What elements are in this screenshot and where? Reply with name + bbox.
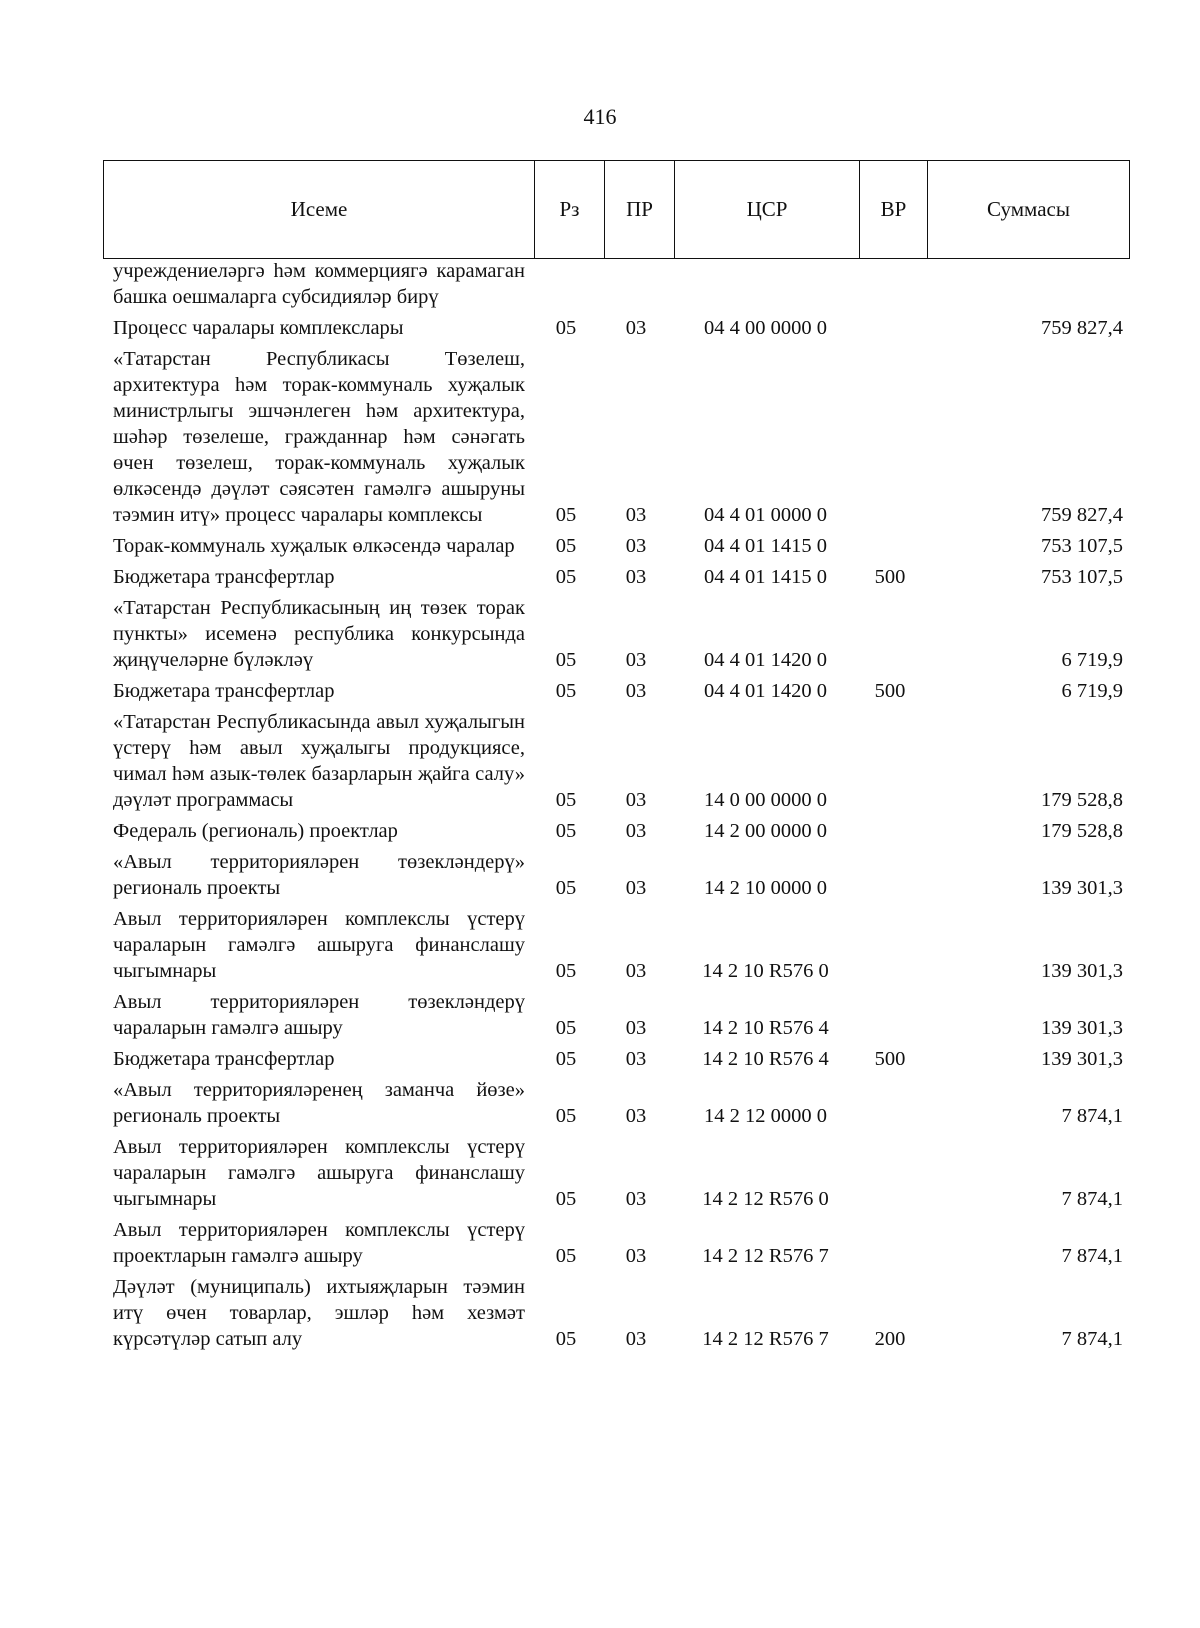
row-pr: 03 <box>625 317 647 339</box>
row-name: Бюджетара трансфертлар <box>113 1048 335 1070</box>
row-rz: 05 <box>555 1017 577 1039</box>
row-rz: 05 <box>555 566 577 588</box>
row-pr: 03 <box>625 960 647 982</box>
row-sum: 753 107,5 <box>1041 535 1123 557</box>
header-pr: ПР <box>605 161 675 258</box>
table-row <box>113 709 1125 813</box>
row-pr: 03 <box>625 1017 647 1039</box>
row-csr: 14 2 10 0000 0 <box>704 877 827 899</box>
row-name: Авыл территорияләрен комплекслы үстерү чараларын гамәлгә ашыруга финанслашу чыгымнары <box>113 1136 525 1210</box>
header-sum: Суммасы <box>987 197 1070 221</box>
row-sum: 753 107,5 <box>1041 566 1123 588</box>
row-sum: 139 301,3 <box>1041 1017 1123 1039</box>
row-vr: 200 <box>874 1328 906 1350</box>
row-csr: 14 2 12 0000 0 <box>704 1105 827 1127</box>
row-pr: 03 <box>625 649 647 671</box>
table-row <box>113 1134 1125 1212</box>
header-rz: Рз <box>535 161 605 258</box>
row-sum: 139 301,3 <box>1041 960 1123 982</box>
row-pr: 03 <box>625 680 647 702</box>
row-csr: 04 4 01 1420 0 <box>704 680 827 702</box>
row-csr: 14 2 10 R576 4 <box>702 1048 829 1070</box>
row-rz: 05 <box>555 1105 577 1127</box>
row-sum: 139 301,3 <box>1041 877 1123 899</box>
row-sum: 759 827,4 <box>1041 504 1123 526</box>
row-sum: 179 528,8 <box>1041 820 1123 842</box>
row-sum: 7 874,1 <box>1061 1188 1123 1210</box>
row-pr: 03 <box>625 1105 647 1127</box>
table-row <box>113 1046 1125 1072</box>
table-row <box>113 595 1125 673</box>
row-rz: 05 <box>555 789 577 811</box>
row-vr: 500 <box>874 1048 906 1070</box>
row-name: «Авыл территорияләрен төзекләндерү» региональ проекты <box>113 851 525 899</box>
table-row <box>113 989 1125 1041</box>
row-name: «Татарстан Республикасының иң төзек торак пункты» исеменә республика конкурсында җиңүчеләрне бүләкләү <box>113 597 525 671</box>
table-row <box>113 533 1125 559</box>
page-number: 416 <box>583 104 617 129</box>
row-csr: 04 4 01 1420 0 <box>704 649 827 671</box>
row-name: Бюджетара трансфертлар <box>113 680 335 702</box>
table-row <box>113 315 1125 341</box>
row-vr: 500 <box>874 566 906 588</box>
table-row <box>113 1274 1125 1352</box>
row-csr: 14 2 12 R576 7 <box>702 1328 829 1350</box>
table-row <box>113 678 1125 704</box>
table-row <box>113 906 1125 984</box>
row-name: Торак-коммуналь хуҗалык өлкәсендә чаралар <box>113 535 515 557</box>
row-sum: 139 301,3 <box>1041 1048 1123 1070</box>
header-name: Исеме <box>104 161 535 258</box>
table-row <box>113 1077 1125 1129</box>
row-pr: 03 <box>625 1048 647 1070</box>
row-rz: 05 <box>555 317 577 339</box>
row-sum: 7 874,1 <box>1061 1105 1123 1127</box>
row-pr: 03 <box>625 877 647 899</box>
row-sum: 6 719,9 <box>1061 680 1123 702</box>
row-name: «Татарстан Республикасында авыл хуҗалыгын үстерү һәм авыл хуҗалыгы продукциясе, чимал һәм азык-төлек базарларын җайга салу» дәүләт программасы <box>113 711 525 811</box>
row-rz: 05 <box>555 877 577 899</box>
row-pr: 03 <box>625 535 647 557</box>
header-csr: ЦСР <box>675 161 860 258</box>
row-name: Авыл территорияләрен комплекслы үстерү проектларын гамәлгә ашыру <box>113 1219 525 1267</box>
row-rz: 05 <box>555 1245 577 1267</box>
row-rz: 05 <box>555 1048 577 1070</box>
row-rz: 05 <box>555 820 577 842</box>
row-csr: 14 0 00 0000 0 <box>704 789 827 811</box>
table-row <box>113 346 1125 528</box>
row-name: Авыл территорияләрен комплекслы үстерү чараларын гамәлгә ашыруга финанслашу чыгымнары <box>113 908 525 982</box>
row-name: «Авыл территорияләренең заманча йөзе» региональ проекты <box>113 1079 525 1127</box>
table-body <box>113 258 1125 1357</box>
table-row <box>113 258 1125 310</box>
row-pr: 03 <box>625 789 647 811</box>
row-pr: 03 <box>625 1328 647 1350</box>
row-sum: 6 719,9 <box>1061 649 1123 671</box>
row-csr: 14 2 00 0000 0 <box>704 820 827 842</box>
row-sum: 7 874,1 <box>1061 1245 1123 1267</box>
table-row <box>113 849 1125 901</box>
row-rz: 05 <box>555 680 577 702</box>
row-rz: 05 <box>555 960 577 982</box>
row-csr: 04 4 01 0000 0 <box>704 504 827 526</box>
row-vr: 500 <box>874 680 906 702</box>
row-name: Бюджетара трансфертлар <box>113 566 335 588</box>
row-csr: 04 4 01 1415 0 <box>704 535 827 557</box>
row-csr: 14 2 12 R576 0 <box>702 1188 829 1210</box>
header-vr: ВР <box>860 161 928 258</box>
row-csr: 14 2 10 R576 4 <box>702 1017 829 1039</box>
row-name: Дәүләт (муниципаль) ихтыяҗларын тәэмин итү өчен товарлар, эшләр һәм хезмәт күрсәтүләр сатып алу <box>113 1276 525 1350</box>
row-name: «Татарстан Республикасы Төзелеш, архитектура һәм торак-коммуналь хуҗалык министрлыгы эшчәнлеген һәм архитектура, шәһәр төзелеше, гражданнар һәм сәнәгать өчен төзелеш, торак-коммуналь хуҗалык өлкәсендә дәүләт сәясәтен гамәлгә ашыруны тәэмин итү» процесс чаралары комплексы <box>113 348 525 526</box>
row-name: Федераль (региональ) проектлар <box>113 820 398 842</box>
row-csr: 14 2 12 R576 7 <box>702 1245 829 1267</box>
row-name: Авыл территорияләрен төзекләндерү чараларын гамәлгә ашыру <box>113 991 525 1039</box>
row-name: Процесс чаралары комплекслары <box>113 317 404 339</box>
row-pr: 03 <box>625 1245 647 1267</box>
row-csr: 14 2 10 R576 0 <box>702 960 829 982</box>
table-row <box>113 1217 1125 1269</box>
row-rz: 05 <box>555 504 577 526</box>
row-pr: 03 <box>625 820 647 842</box>
row-csr: 04 4 01 1415 0 <box>704 566 827 588</box>
table-row <box>113 818 1125 844</box>
row-csr: 04 4 00 0000 0 <box>704 317 827 339</box>
row-pr: 03 <box>625 504 647 526</box>
row-rz: 05 <box>555 1328 577 1350</box>
row-rz: 05 <box>555 649 577 671</box>
table-row <box>113 564 1125 590</box>
row-sum: 179 528,8 <box>1041 789 1123 811</box>
row-sum: 759 827,4 <box>1041 317 1123 339</box>
row-rz: 05 <box>555 535 577 557</box>
row-pr: 03 <box>625 1188 647 1210</box>
row-pr: 03 <box>625 566 647 588</box>
table-header <box>103 160 1130 259</box>
row-name: учреждениеләргә һәм коммерциягә карамаган башка оешмаларга субсидияләр бирү <box>113 260 525 308</box>
row-sum: 7 874,1 <box>1061 1328 1123 1350</box>
row-rz: 05 <box>555 1188 577 1210</box>
